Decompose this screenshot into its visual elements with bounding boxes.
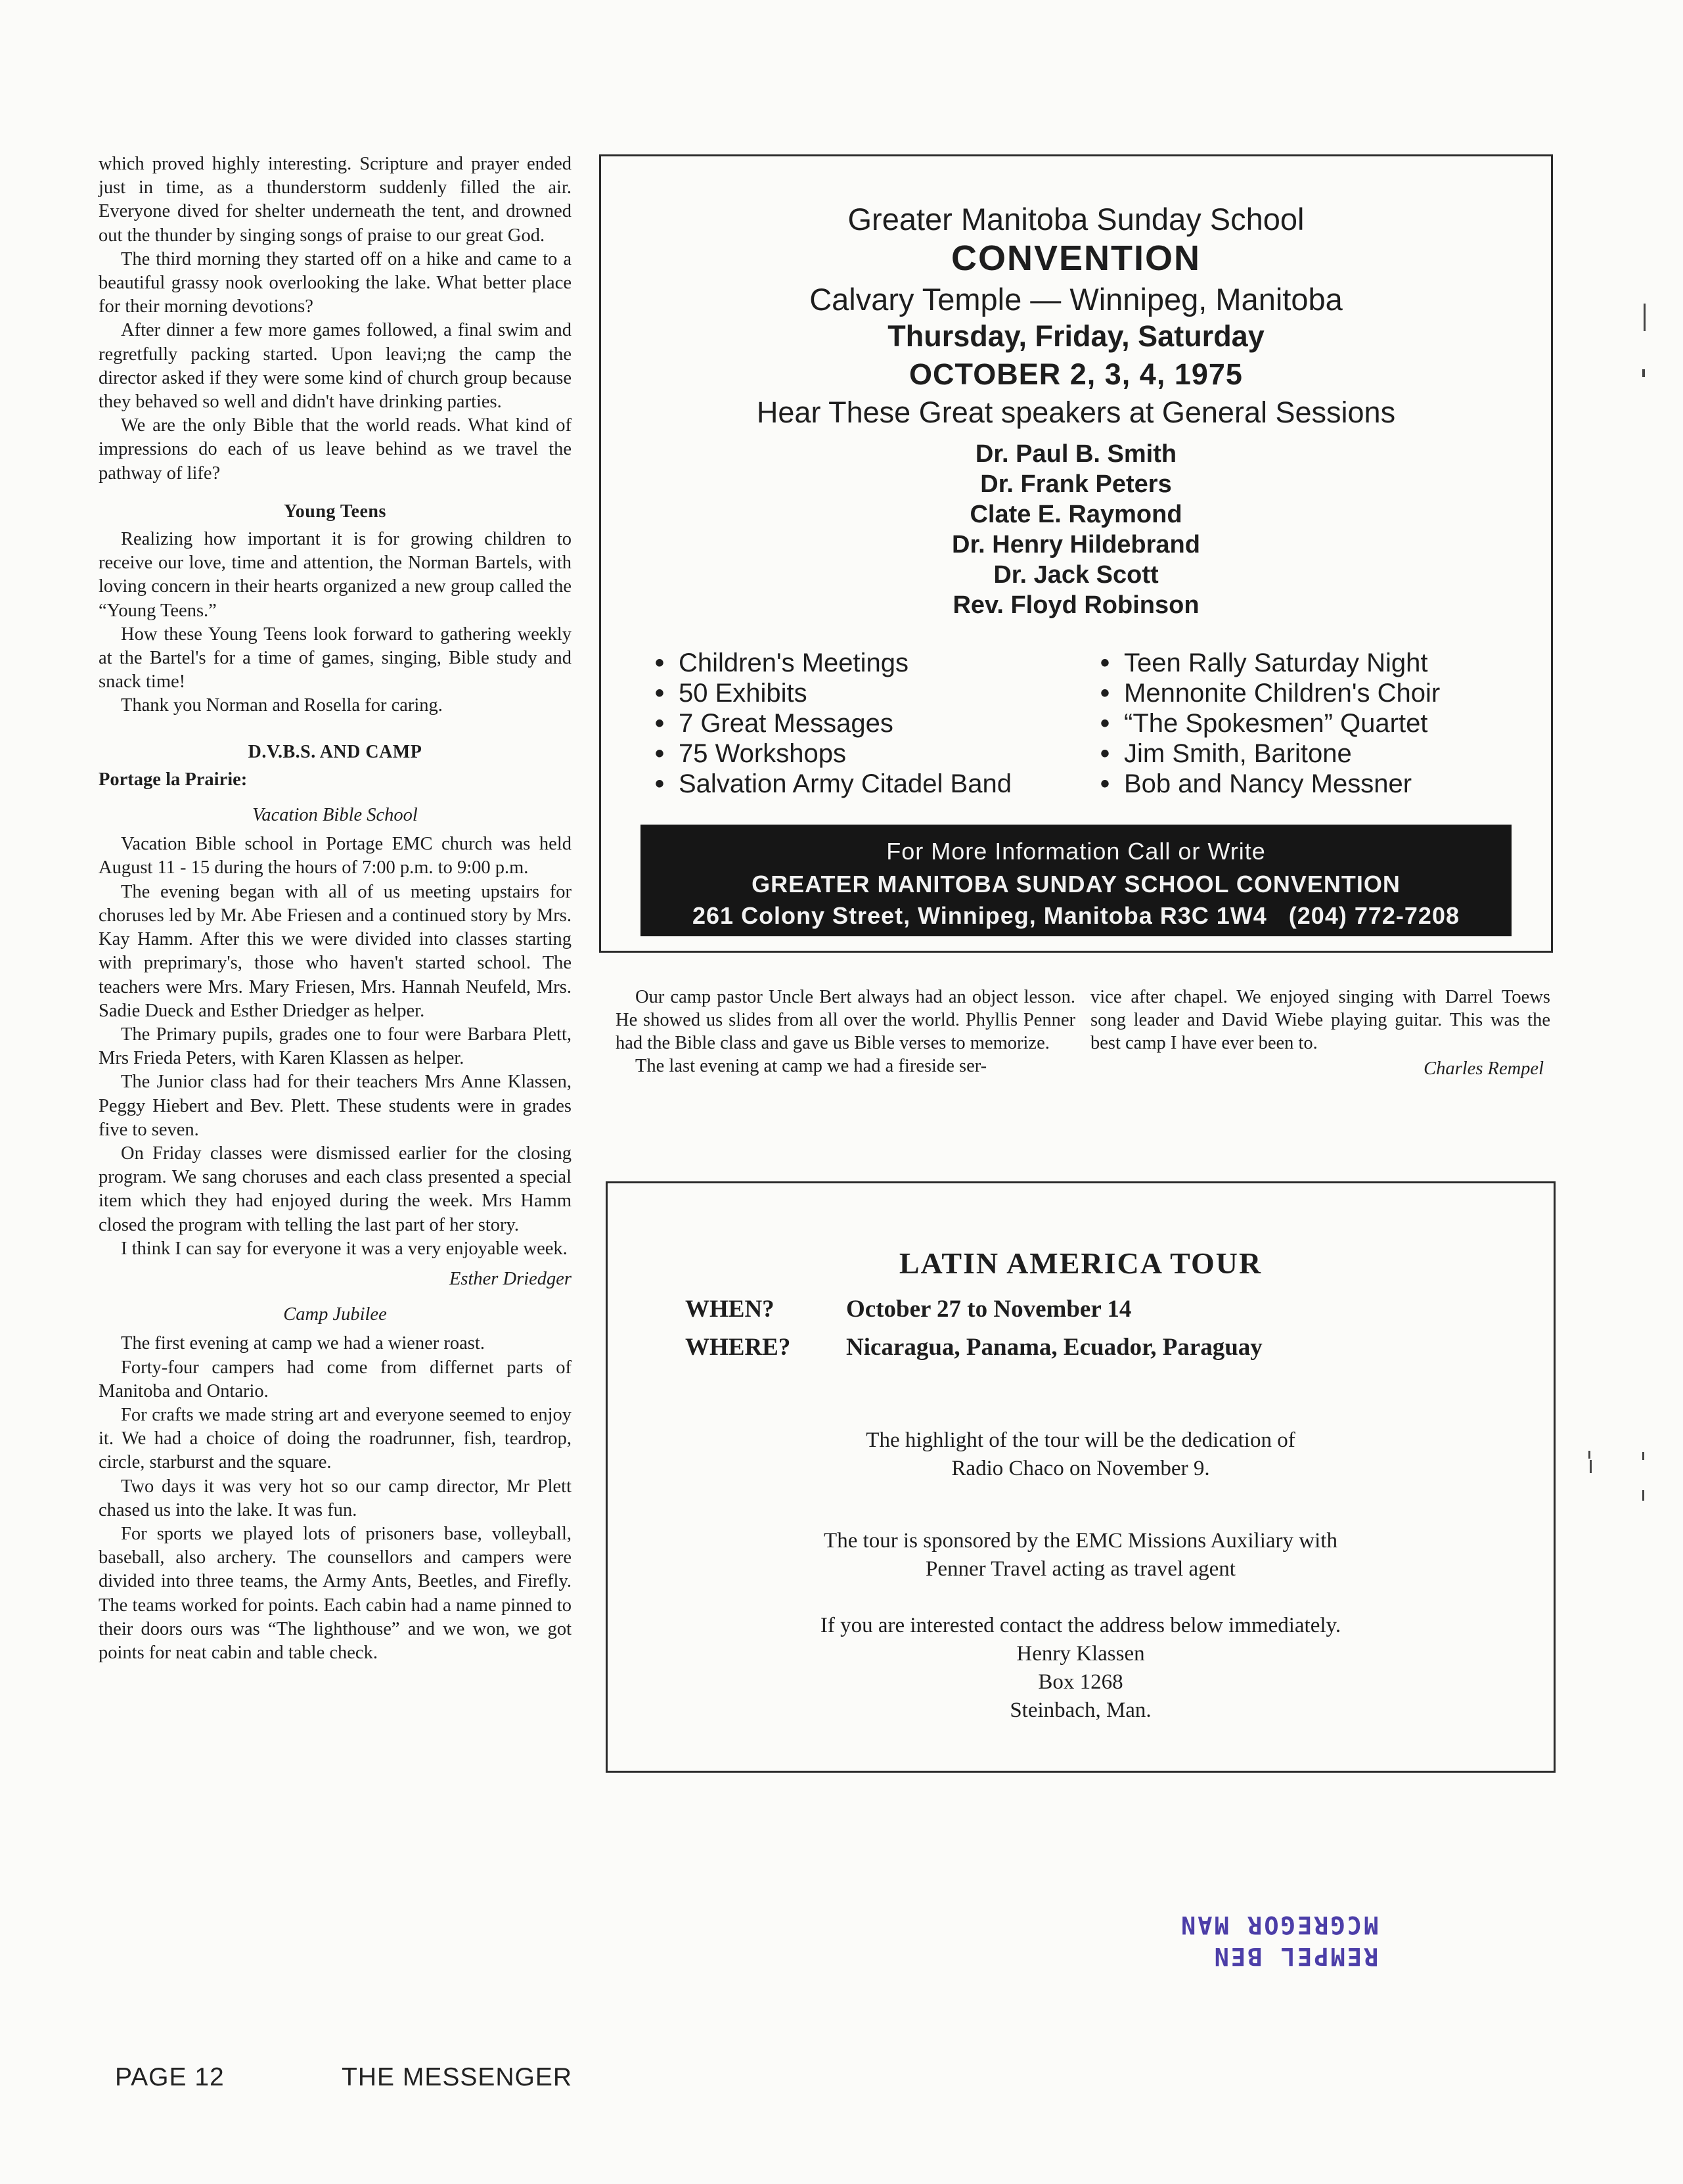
paragraph: I think I can say for everyone it was a very enjoyable week. (121, 1238, 568, 1259)
signature: Esther Driedger (449, 1268, 572, 1289)
convention-dates: OCTOBER 2, 3, 4, 1975 (909, 357, 1243, 391)
paragraph: The Junior class had for their teachers Mrs Anne Klassen, Peggy Hiebert and Bev. Plett. These students were in grades five to seven. (99, 1072, 572, 1140)
address-stamp (1179, 1909, 1378, 1972)
left-column (99, 152, 572, 1665)
feature-item: • Jim Smith, Baritone (1100, 739, 1440, 769)
contact-banner (640, 825, 1512, 936)
paragraph: Realizing how important it is for growing children to receive our love, time and attention, the Norman Bartels, with loving concern in their hearts organized a new group called the “Young Teens.” (99, 529, 572, 621)
tour-where (685, 1333, 1263, 1361)
tour-sponsor (608, 1527, 1554, 1583)
margin-mark (1588, 1451, 1590, 1459)
speaker: Dr. Frank Peters (980, 470, 1172, 498)
contact-name: Henry Klassen (1016, 1642, 1145, 1666)
stamp-line: MCGREGOR MAN (1179, 1911, 1379, 1939)
when-label: WHEN? (685, 1296, 774, 1323)
margin-mark (1642, 1490, 1644, 1501)
paragraph: Vacation Bible school in Portage EMC church was held August 11 - 15 during the hours of 7:00 p.m. to 9:00 p.m. (99, 834, 572, 878)
text-line: The tour is sponsored by the EMC Missions Auxiliary with (824, 1529, 1337, 1553)
paragraph: Our camp pastor Uncle Bert always had an object lesson. He showed us slides from all over the world. Phyllis Penner had the Bible class and gave us Bible verses to memorize. (616, 987, 1075, 1053)
paragraph: Forty-four campers had come from differnet parts of Manitoba and Ontario. (99, 1357, 572, 1401)
tour-highlight (608, 1426, 1554, 1483)
paragraph: The evening began with all of us meeting upstairs for choruses led by Mr. Abe Friesen and a continued story by Mrs. Kay Hamm. After this we were divided into classes starting with preprimary's, those who haven't started school. The teachers were Mrs. Mary Friesen, Mrs. Hannah Neufeld, Mrs. Sadie Dueck and Esther Driedger as helper. (99, 881, 572, 1021)
speaker: Dr. Jack Scott (993, 561, 1159, 589)
speaker: Dr. Henry Hildebrand (952, 531, 1200, 558)
signature: Charles Rempel (1424, 1058, 1544, 1079)
contact-town: Steinbach, Man. (1010, 1698, 1152, 1722)
paragraph: The Primary pupils, grades one to four were Barbara Plett, Mrs Frieda Peters, with Karen Klassen as helper. (99, 1024, 572, 1069)
paragraph: Thank you Norman and Rosella for caring. (121, 695, 443, 716)
speaker: Rev. Floyd Robinson (953, 591, 1200, 619)
margin-mark (1642, 369, 1645, 377)
dvbs-heading: D.V.B.S. AND CAMP (248, 741, 422, 762)
paragraph: On Friday classes were dismissed earlier for the closing program. We sang choruses and each class presented a special item which they had enjoyed during the week. Mrs Hamm closed the program with telling the last part of her story. (99, 1143, 572, 1235)
feature-list-right (1100, 648, 1440, 799)
convention-tagline: Hear These Great speakers at General Sessions (756, 396, 1396, 429)
feature-item: • Salvation Army Citadel Band (655, 769, 1012, 799)
feature-item: • 75 Workshops (655, 739, 1012, 769)
margin-mark (1590, 1460, 1592, 1473)
paragraph: which proved highly interesting. Scripture and prayer ended just in time, as a thunderstorm suddenly filled the air. Everyone dived for shelter underneath the tent, and drowned out the thunder by singing songs of praise to our great God. (99, 154, 572, 246)
feature-list-left (655, 648, 1012, 799)
paragraph: The third morning they started off on a hike and came to a beautiful grassy nook overlooking the lake. What better place for their morning devotions? (99, 248, 572, 317)
convention-location: Calvary Temple — Winnipeg, Manitoba (809, 282, 1343, 317)
young-teens-heading: Young Teens (284, 501, 386, 522)
text-line: The highlight of the tour will be the dedication of (866, 1428, 1295, 1452)
camp-heading: Camp Jubilee (283, 1304, 387, 1325)
contact-organization: GREATER MANITOBA SUNDAY SCHOOL CONVENTION (752, 871, 1401, 898)
vbs-heading: Vacation Bible School (252, 805, 418, 826)
paragraph: For sports we played lots of prisoners base, volleyball, baseball, also archery. The counsellors and campers were divided into three teams, the Army Ants, Beetles, and Firefly. The teams worked for points. Each cabin had a name pinned to their doors ours was “The lighthouse” and we won, we got points for neat cabin and table check. (99, 1523, 572, 1663)
convention-heading: CONVENTION (951, 239, 1201, 278)
speaker: Dr. Paul B. Smith (975, 440, 1177, 468)
camp-article-left (616, 986, 1075, 1078)
paragraph: How these Young Teens look forward to gathering weekly at the Bartel's for a time of games, singing, Bible study and snack time! (99, 624, 572, 693)
convention-title: Greater Manitoba Sunday School (847, 202, 1305, 237)
paragraph: For crafts we made string art and everyone seemed to enjoy it. We had a choice of doing the roadrunner, fish, teardrop, circle, starburst and the square. (99, 1404, 572, 1473)
convention-days: Thursday, Friday, Saturday (887, 319, 1265, 353)
margin-mark (1644, 304, 1646, 331)
feature-item: • “The Spokesmen” Quartet (1100, 708, 1440, 739)
feature-item: • Children's Meetings (655, 648, 1012, 678)
paragraph: We are the only Bible that the world reads. What kind of impressions do each of us leave behind as we travel the pathway of life? (99, 415, 572, 484)
convention-advertisement (599, 154, 1553, 953)
tour-contact (608, 1612, 1554, 1725)
contact-address: 261 Colony Street, Winnipeg, Manitoba R3C 1W4 (204) 772-7208 (692, 902, 1460, 929)
camp-article-right (1090, 986, 1550, 1080)
feature-item: • 7 Great Messages (655, 708, 1012, 739)
paragraph: Two days it was very hot so our camp director, Mr Plett chased us into the lake. It was fun. (99, 1476, 572, 1520)
feature-item: • Teen Rally Saturday Night (1100, 648, 1440, 678)
speaker: Clate E. Raymond (970, 501, 1182, 528)
margin-mark (1642, 1452, 1644, 1460)
tour-when (685, 1295, 1131, 1323)
text-line: If you are interested contact the address below immediately. (820, 1614, 1341, 1637)
contact-box: Box 1268 (1038, 1670, 1123, 1694)
paragraph: vice after chapel. We enjoyed singing with Darrel Toews song leader and David Wiebe playing guitar. This was the best camp I have ever been to. (1090, 987, 1550, 1053)
where-value: Nicaragua, Panama, Ecuador, Paraguay (846, 1334, 1263, 1361)
page-number: PAGE 12 (115, 2063, 225, 2091)
feature-item: • Mennonite Children's Choir (1100, 678, 1440, 708)
stamp-line: REMPEL BEN (1212, 1942, 1379, 1970)
publication-name: THE MESSENGER (342, 2063, 573, 2091)
paragraph: After dinner a few more games followed, a final swim and regretfully packing started. Upon leavi;ng the camp the director asked if they were some kind of church group because they behaved so well and didn't have drinking parties. (99, 320, 572, 413)
text-line: Radio Chaco on November 9. (951, 1457, 1210, 1480)
latin-america-tour-box (606, 1181, 1556, 1773)
feature-item: • 50 Exhibits (655, 678, 1012, 708)
paragraph: The first evening at camp we had a wiener roast. (121, 1333, 485, 1354)
where-label: WHERE? (685, 1334, 791, 1361)
feature-item: • Bob and Nancy Messner (1100, 769, 1440, 799)
paragraph: The last evening at camp we had a fireside ser- (635, 1056, 987, 1076)
dvbs-subheading: Portage la Prairie: (99, 769, 248, 790)
tour-title: LATIN AMERICA TOUR (899, 1246, 1263, 1280)
when-value: October 27 to November 14 (846, 1296, 1132, 1323)
speaker-list (601, 439, 1551, 620)
text-line: Penner Travel acting as travel agent (926, 1557, 1236, 1581)
contact-intro: For More Information Call or Write (886, 838, 1266, 865)
